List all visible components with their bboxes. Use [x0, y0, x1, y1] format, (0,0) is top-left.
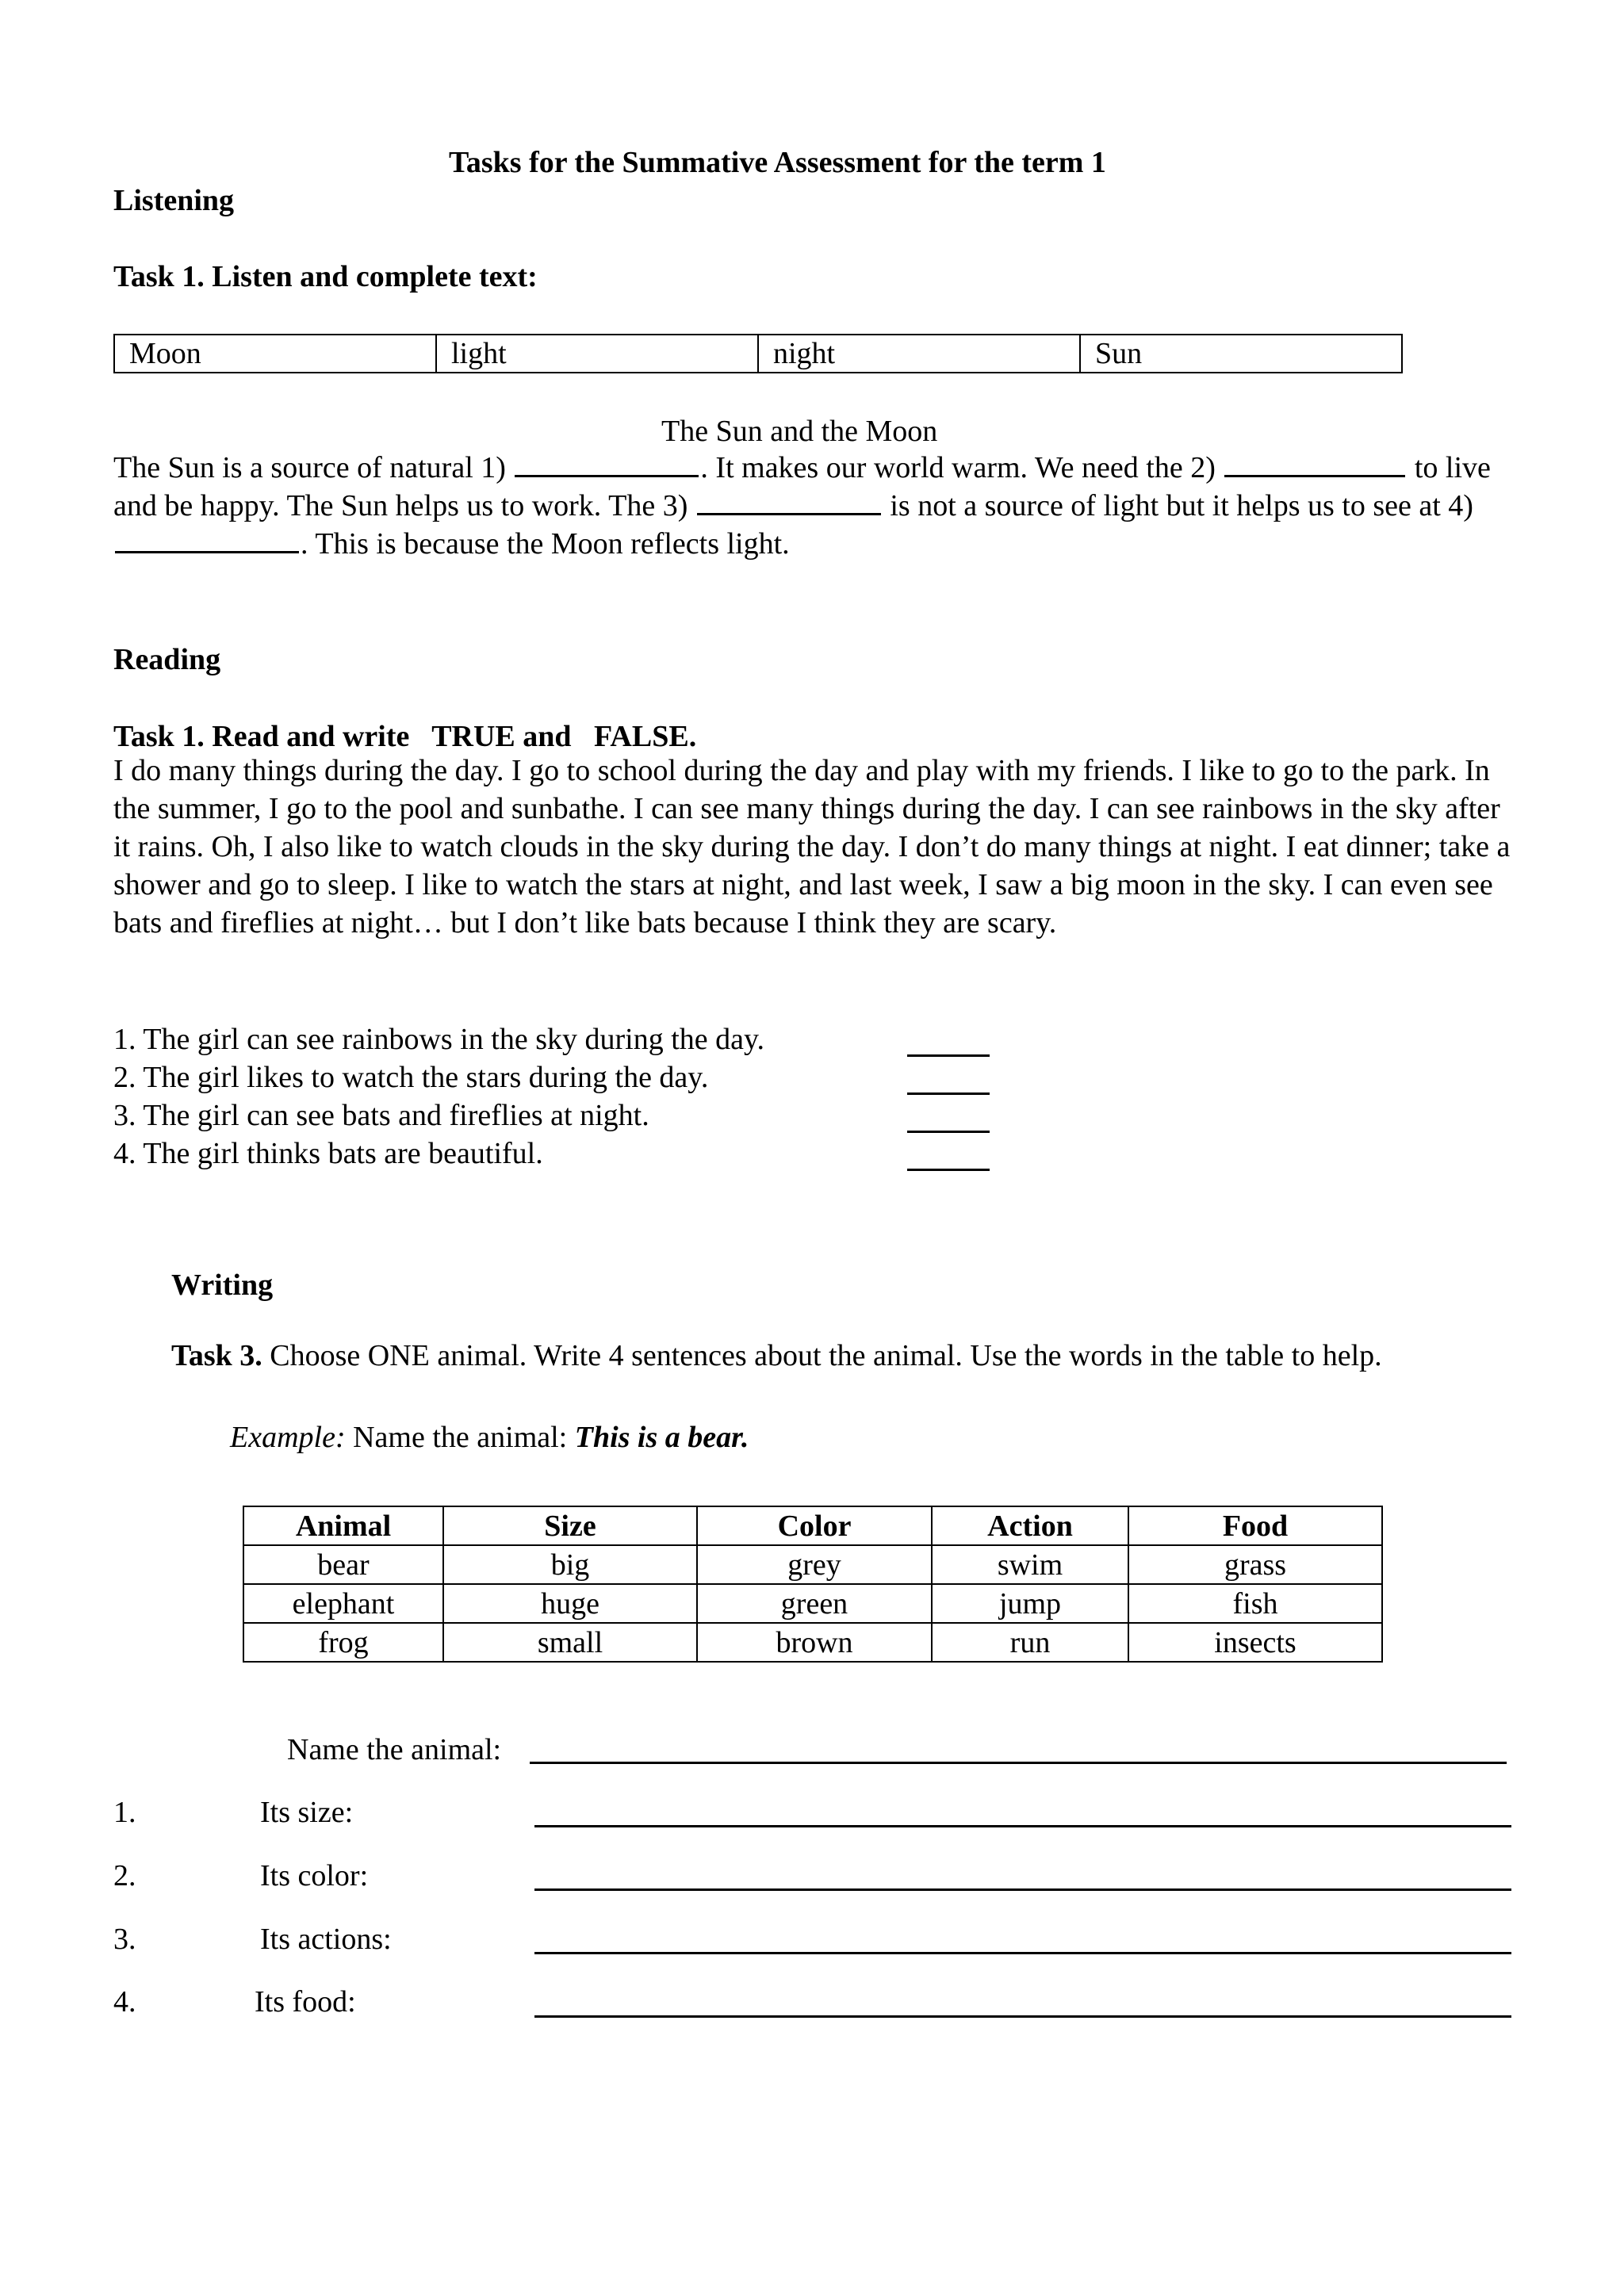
item-number: 4. — [113, 1985, 136, 2019]
table-cell: green — [697, 1584, 932, 1623]
item-label: Its color: — [260, 1859, 369, 1892]
word-box-cell: Moon — [114, 335, 436, 373]
item-label: Its size: — [260, 1796, 354, 1829]
table-row — [243, 1584, 1382, 1623]
table-cell: swim — [932, 1545, 1128, 1584]
word-box-cell: light — [436, 335, 758, 373]
table-header: Animal — [243, 1506, 443, 1545]
statement-1: 1. The girl can see rainbows in the sky during the day. — [113, 1023, 765, 1056]
gap-4[interactable] — [115, 526, 299, 553]
table-cell: elephant — [243, 1584, 443, 1623]
listening-text-part: . This is because the Moon reflects light. — [301, 527, 790, 561]
table-header: Color — [697, 1506, 932, 1545]
gap-1[interactable] — [515, 450, 699, 477]
writing-example — [230, 1422, 749, 1452]
table-cell: run — [932, 1623, 1128, 1662]
actions-answer-line[interactable] — [534, 1952, 1511, 1954]
table-row — [243, 1545, 1382, 1584]
listening-text-part: to live and be happy. The Sun helps us to work. The 3) — [113, 451, 1491, 522]
reading-task-heading: Task 1. Read and write TRUE and FALSE. — [113, 720, 697, 753]
table-cell: bear — [243, 1545, 443, 1584]
listening-text-title: The Sun and the Moon — [661, 415, 938, 448]
table-cell: frog — [243, 1623, 443, 1662]
answer-blank-4[interactable] — [907, 1169, 990, 1171]
name-animal-line[interactable] — [530, 1762, 1507, 1764]
item-number: 2. — [113, 1859, 136, 1892]
food-answer-line[interactable] — [534, 2015, 1511, 2018]
writing-task-text: Choose ONE animal. Write 4 sentences about the animal. Use the words in the table to help. — [262, 1339, 1382, 1372]
reading-passage: I do many things during the day. I go to school during the day and play with my friends. I like to go to the park. In the summer, I go to the pool and sunbathe. I can see many things during the day. I can see rainbows in the sky after it rains. Oh, I also like to watch clouds in the sky during the day. I don’t do many things at night. I eat dinner; take a shower and go to sleep. I like to watch the stars at night, and last week, I saw a big moon in the sky. I can even see bats and fireflies at night… but I don’t like bats because I think they are scary. — [113, 754, 1511, 939]
table-cell: grass — [1128, 1545, 1382, 1584]
table-cell: big — [443, 1545, 697, 1584]
example-answer: This is a bear. — [574, 1421, 749, 1454]
word-box-cell: night — [758, 335, 1080, 373]
answer-blank-2[interactable] — [907, 1093, 990, 1095]
statement-3: 3. The girl can see bats and fireflies at night. — [113, 1099, 649, 1132]
listening-text — [113, 449, 1503, 563]
answer-blank-3[interactable] — [907, 1131, 990, 1133]
table-header: Food — [1128, 1506, 1382, 1545]
listening-text-part: . It makes our world warm. We need the 2) — [700, 451, 1224, 484]
listening-task-heading: Task 1. Listen and complete text: — [113, 260, 538, 293]
reading-heading: Reading — [113, 643, 221, 676]
writing-task — [171, 1337, 1440, 1375]
table-cell: fish — [1128, 1584, 1382, 1623]
writing-task-label: Task 3. — [171, 1339, 262, 1372]
word-box-cell: Sun — [1080, 335, 1402, 373]
example-text: Name the animal: — [345, 1421, 575, 1454]
name-animal-label: Name the animal: — [287, 1733, 502, 1766]
animal-table — [243, 1506, 1383, 1663]
answer-blank-1[interactable] — [907, 1054, 990, 1057]
page-title: Tasks for the Summative Assessment for the term 1 — [449, 146, 1106, 179]
table-cell: huge — [443, 1584, 697, 1623]
listening-heading: Listening — [113, 184, 235, 217]
item-label: Its actions: — [260, 1923, 392, 1956]
table-header: Action — [932, 1506, 1128, 1545]
size-answer-line[interactable] — [534, 1825, 1511, 1827]
table-row — [243, 1623, 1382, 1662]
table-cell: insects — [1128, 1623, 1382, 1662]
gap-3[interactable] — [697, 488, 881, 515]
table-cell: small — [443, 1623, 697, 1662]
item-number: 1. — [113, 1796, 136, 1829]
writing-heading: Writing — [171, 1269, 274, 1302]
table-cell: grey — [697, 1545, 932, 1584]
listening-text-part: The Sun is a source of natural 1) — [113, 451, 514, 484]
item-number: 3. — [113, 1923, 136, 1956]
statement-4: 4. The girl thinks bats are beautiful. — [113, 1137, 543, 1170]
statement-2: 2. The girl likes to watch the stars during the day. — [113, 1061, 709, 1094]
gap-2[interactable] — [1224, 450, 1405, 477]
color-answer-line[interactable] — [534, 1888, 1511, 1891]
word-box — [113, 334, 1403, 373]
example-label: Example: — [230, 1421, 346, 1454]
table-cell: jump — [932, 1584, 1128, 1623]
table-header: Size — [443, 1506, 697, 1545]
table-cell: brown — [697, 1623, 932, 1662]
item-label: Its food: — [255, 1985, 356, 2019]
listening-text-part: is not a source of light but it helps us to see at 4) — [882, 489, 1473, 522]
